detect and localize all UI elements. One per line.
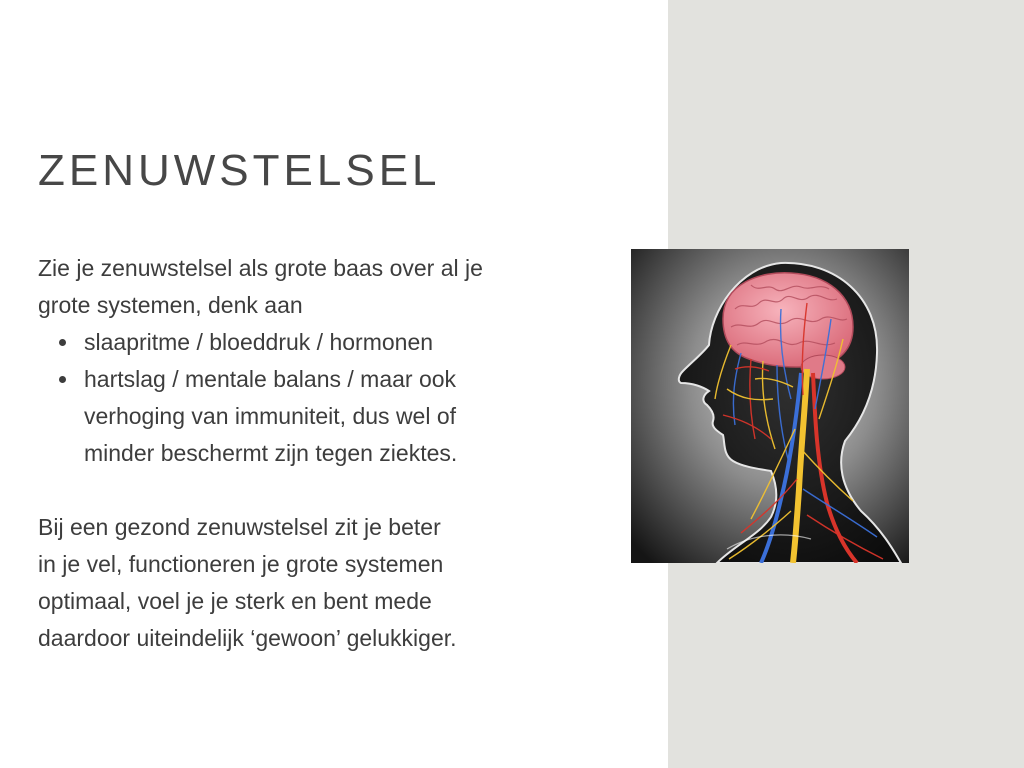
bullet-item <box>84 324 608 361</box>
nervous-system-image <box>631 249 909 563</box>
bullet-list <box>38 324 608 472</box>
slide-body <box>38 250 608 657</box>
bullet-dot-icon <box>59 376 66 383</box>
intro-line: Zie je zenuwstelsel als grote baas over al je <box>38 255 483 281</box>
intro-line: grote systemen, denk aan <box>38 292 303 318</box>
bullet-item <box>84 361 608 472</box>
paragraph-spacer <box>38 472 608 509</box>
paragraph-line: optimaal, voel je je sterk en bent mede <box>38 588 432 614</box>
paragraph-line: Bij een gezond zenuwstelsel zit je beter <box>38 514 441 540</box>
head-nervous-system-icon <box>631 249 909 563</box>
bullet-line: hartslag / mentale balans / maar ook <box>84 366 457 392</box>
slide-title: ZENUWSTELSEL <box>38 146 441 195</box>
bullet-line: verhoging van immuniteit, dus wel of <box>84 403 457 429</box>
paragraph-line: in je vel, functioneren je grote systemen <box>38 551 444 577</box>
bullet-line: minder beschermt zijn tegen ziektes. <box>84 440 458 466</box>
paragraph-line: daardoor uiteindelijk ‘gewoon’ gelukkiger. <box>38 625 457 651</box>
bullet-dot-icon <box>59 339 66 346</box>
bullet-line: slaapritme / bloeddruk / hormonen <box>84 329 434 355</box>
